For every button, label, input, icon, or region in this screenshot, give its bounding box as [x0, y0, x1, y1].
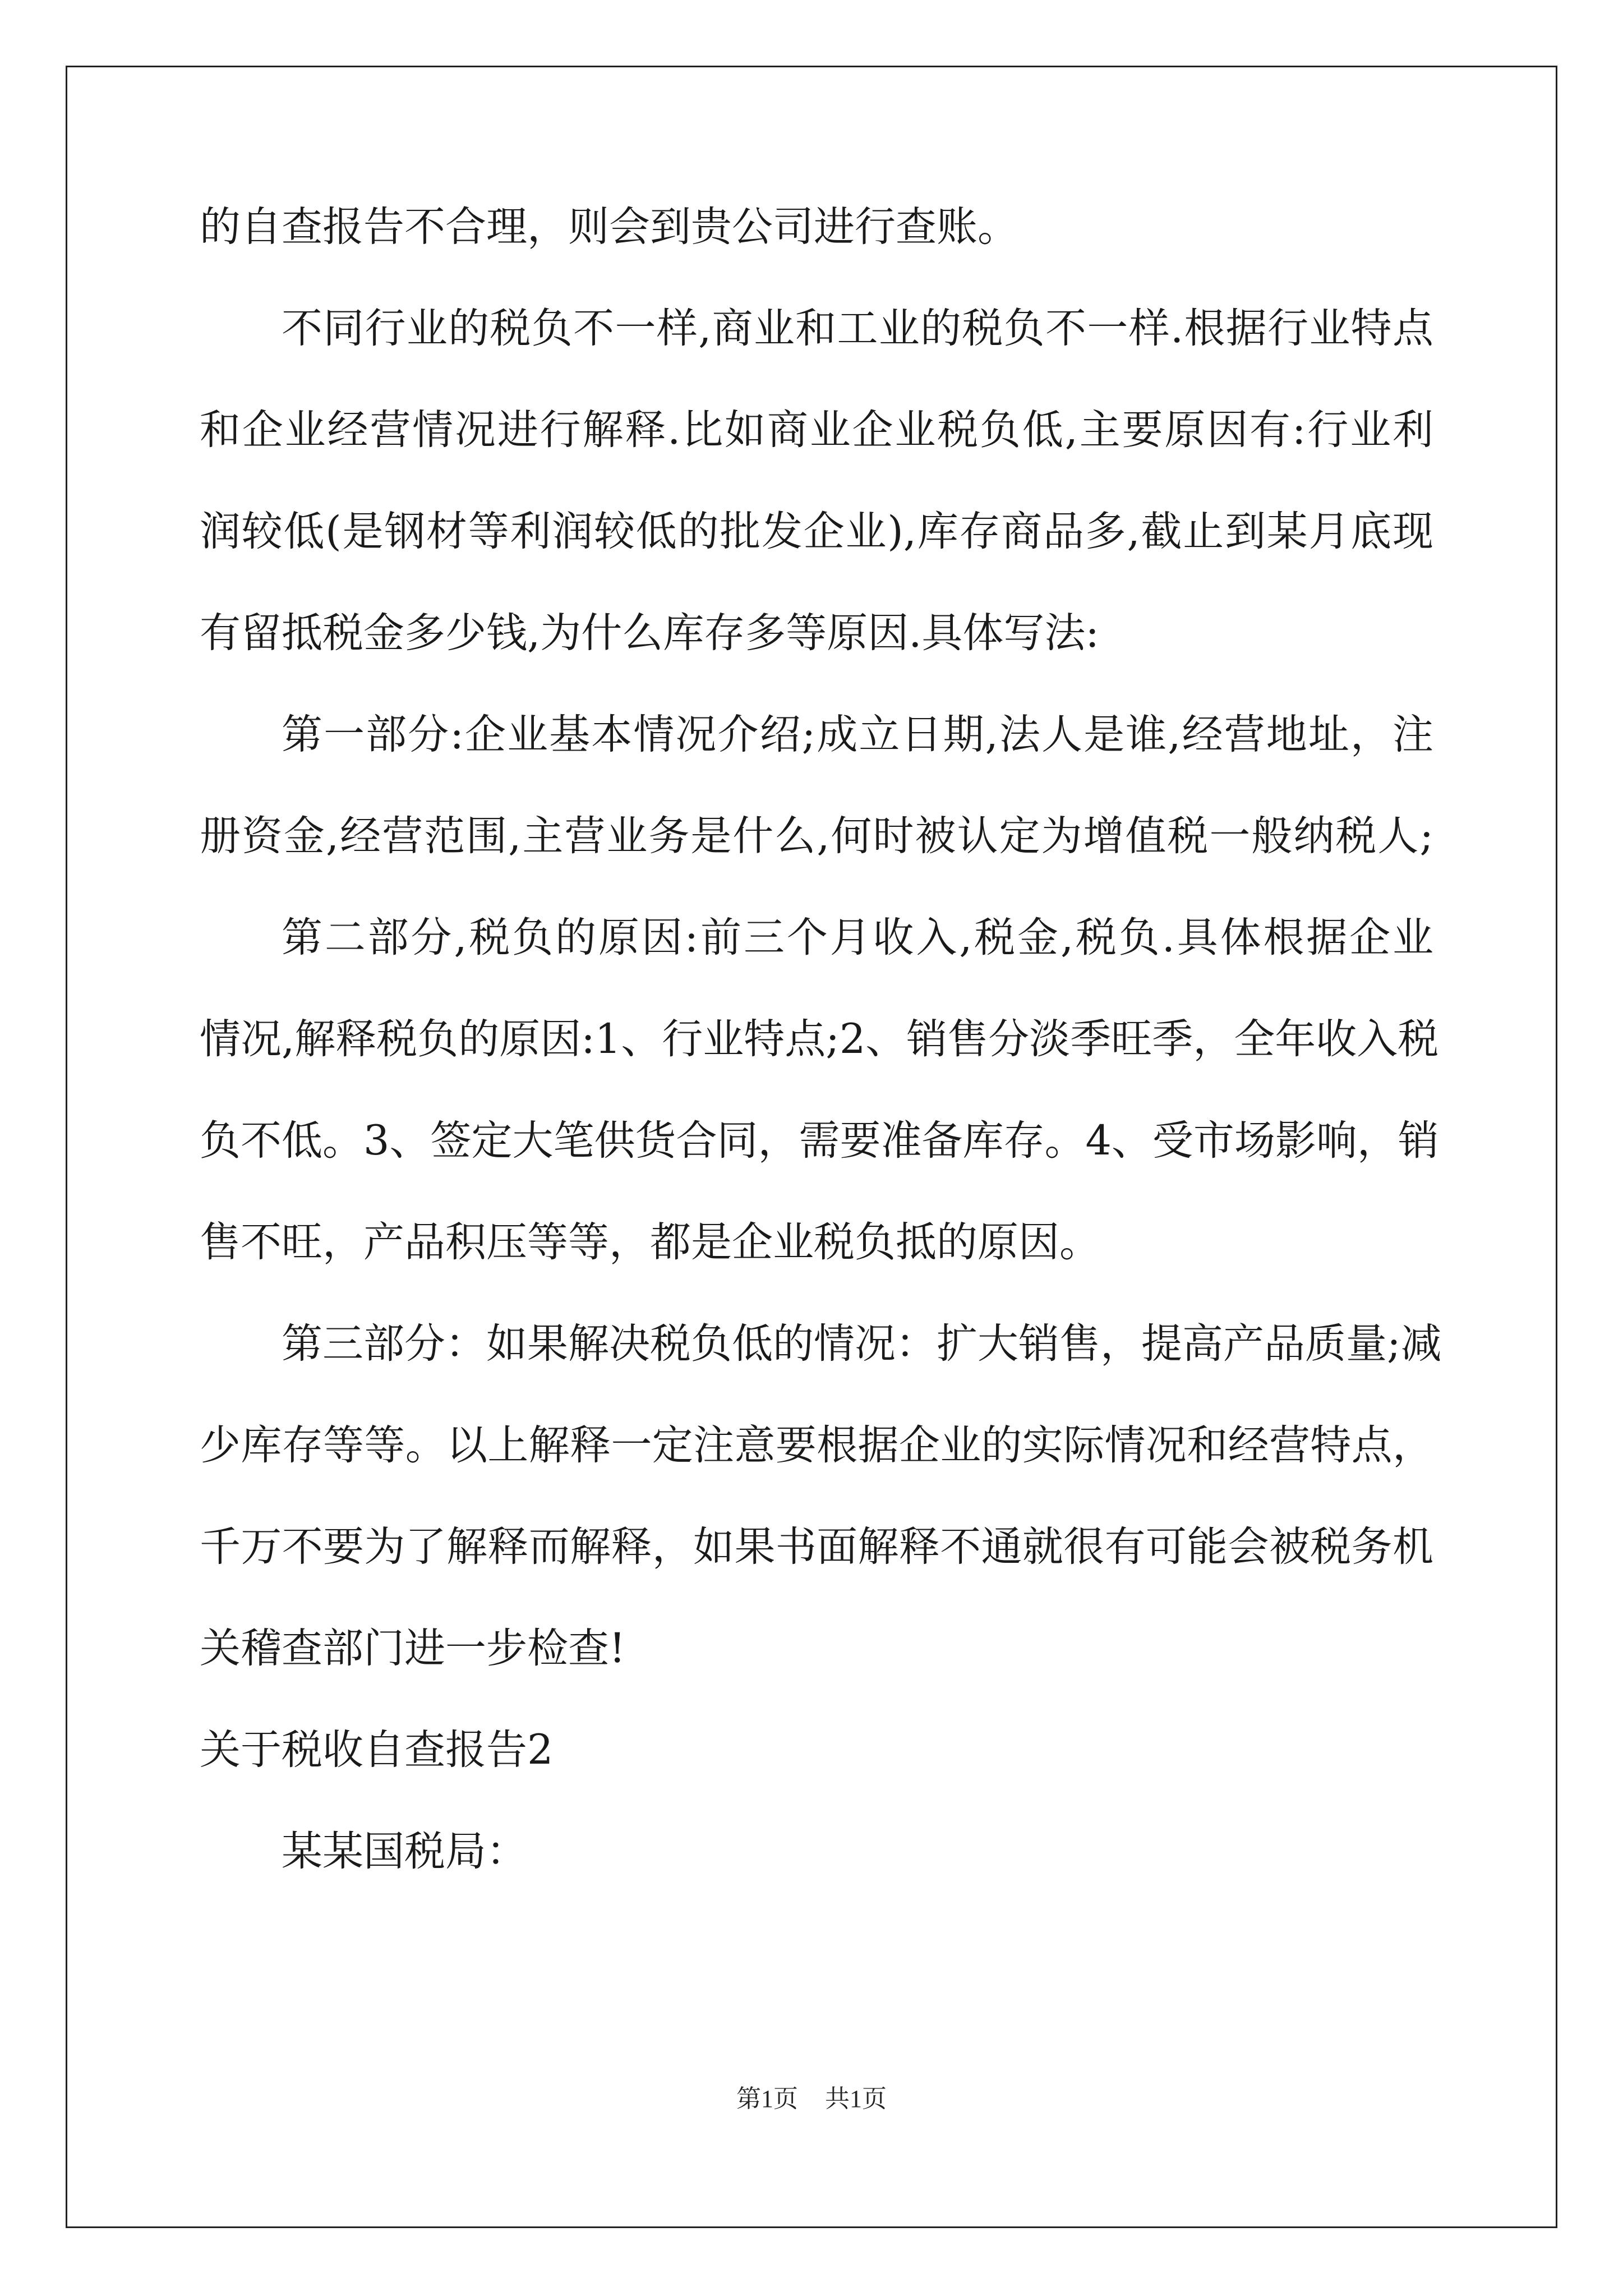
salutation: 某某国税局：	[282, 1828, 527, 1875]
paragraph-start: 第一部分:企业基本情况介绍;成立日期,法人是谁,经营地址，注	[282, 711, 1433, 758]
text-line: 千万不要为了解释而解释，如果书面解释不通就很有可能会被税务机	[200, 1523, 1433, 1571]
text-line: 的自查报告不合理，则会到贵公司进行查账。	[200, 203, 1018, 251]
paragraph-start: 第三部分：如果解决税负低的情况：扩大销售，提高产品质量;减	[282, 1320, 1442, 1368]
text-line: 有留抵税金多少钱,为什么库存多等原因.具体写法:	[200, 609, 1100, 657]
text-line: 售不旺，产品积压等等，都是企业税负抵的原因。	[200, 1218, 1100, 1266]
paragraph-start: 不同行业的税负不一样,商业和工业的税负不一样.根据行业特点	[282, 305, 1433, 352]
text-line: 关稽查部门进一步检查!	[200, 1625, 626, 1672]
text-line: 负不低。3、签定大笔供货合同，需要准备库存。4、受市场影响，销	[200, 1117, 1439, 1165]
text-line: 少库存等等。以上解释一定注意要根据企业的实际情况和经营特点，	[200, 1421, 1433, 1469]
text-line: 润较低(是钢材等利润较低的批发企业),库存商品多,截止到某月底现	[200, 508, 1433, 555]
text-line: 情况,解释税负的原因:1、行业特点;2、销售分淡季旺季，全年收入税	[200, 1015, 1439, 1063]
page-total: 共1页	[825, 2085, 887, 2113]
page-number: 第1页	[736, 2085, 798, 2113]
document-body	[200, 203, 1442, 1932]
section-title: 关于税收自查报告2	[200, 1726, 554, 1774]
page-footer	[0, 2087, 1623, 2111]
text-line: 和企业经营情况进行解释.比如商业企业税负低,主要原因有:行业利	[200, 406, 1433, 454]
paragraph-start: 第二部分,税负的原因:前三个月收入,税金,税负.具体根据企业	[282, 914, 1433, 961]
text-line: 册资金,经营范围,主营业务是什么,何时被认定为增值税一般纳税人;	[200, 812, 1433, 860]
